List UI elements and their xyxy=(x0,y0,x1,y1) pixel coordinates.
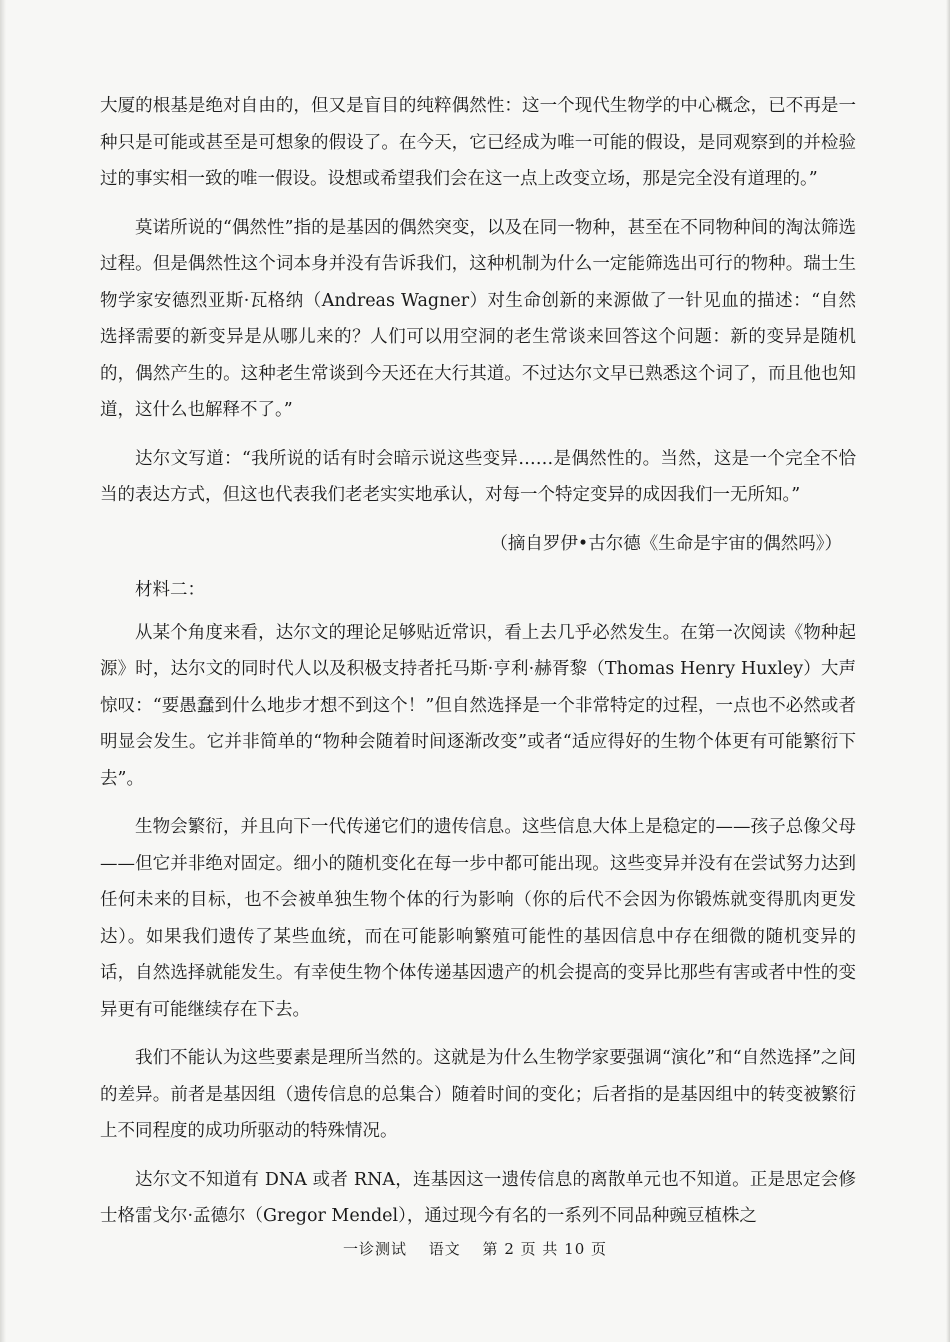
paragraph-5: 生物会繁衍，并且向下一代传递它们的遗传信息。这些信息大体上是稳定的——孩子总像父母——但它并非绝对固定。细小的随机变化在每一步中都可能出现。这些变异并没有在尝试努力达到任何未来的目标，也不会被单独生物个体的行为影响（你的后代不会因为你锻炼就变得肌肉更发达）。如果我们遗传了某些血统，而在可能影响繁殖可能性的基因信息中存在细微的随机变异的话，自然选择就能发生。有幸使生物个体传递基因遗产的机会提高的变异比那些有害或者中性的变异更有可能继续存在下去。 xyxy=(100,817,856,1020)
page-edge-left xyxy=(0,0,6,1342)
paragraph-1: 大厦的根基是绝对自由的，但又是盲目的纯粹偶然性：这一个现代生物学的中心概念，已不再是一种只是可能或甚至是可想象的假设了。在今天，它已经成为唯一可能的假设，是同观察到的并检验过的事实相一致的唯一假设。设想或希望我们会在这一点上改变立场，那是完全没有道理的。” xyxy=(100,96,856,189)
paragraph-6: 我们不能认为这些要素是理所当然的。这就是为什么生物学家要强调“演化”和“自然选择”之间的差异。前者是基因组（遗传信息的总集合）随着时间的变化；后者指的是基因组中的转变被繁衍上不同程度的成功所驱动的特殊情况。 xyxy=(100,1048,856,1141)
document-body xyxy=(100,88,856,1247)
footer-page-number: 第 2 页 共 10 页 xyxy=(482,1240,608,1258)
section-label-material-2: 材料二： xyxy=(135,580,205,600)
paragraph-2: 莫诺所说的“偶然性”指的是基因的偶然突变，以及在同一物种，甚至在不同物种间的淘汰筛选过程。但是偶然性这个词本身并没有告诉我们，这种机制为什么一定能筛选出可行的物种。瑞士生物学家安德烈亚斯·瓦格纳（Andreas Wagner）对生命创新的来源做了一针见血的描述：“自然选择需要的新变异是从哪儿来的？人们可以用空洞的老生常谈来回答这个问题：新的变异是随机的，偶然产生的。这种老生常谈到今天还在大行其道。不过达尔文早已熟悉这个词了，而且他也知道，这什么也解释不了。” xyxy=(100,217,856,420)
footer-exam-name: 一诊测试 xyxy=(342,1240,407,1258)
paragraph-3: 达尔文写道：“我所说的话有时会暗示说这些变异……是偶然性的。当然，这是一个完全不恰当的表达方式，但这也代表我们老老实实地承认，对每一个特定变异的成因我们一无所知。” xyxy=(100,448,856,505)
source-citation: （摘自罗伊•古尔德《生命是宇宙的偶然吗》） xyxy=(490,533,842,554)
paragraph-7: 达尔文不知道有 DNA 或者 RNA，连基因这一遗传信息的离散单元也不知道。正是思定会修士格雷戈尔·孟德尔（Gregor Mendel），通过现今有名的一系列不同品种豌豆植株之 xyxy=(100,1169,856,1226)
page-footer xyxy=(0,1238,950,1259)
footer-subject: 语文 xyxy=(428,1240,461,1258)
paragraph-4: 从某个角度来看，达尔文的理论足够贴近常识，看上去几乎必然发生。在第一次阅读《物种起源》时，达尔文的同时代人以及积极支持者托马斯·亨利·赫胥黎（Thomas Henry Huxley）大声惊叹：“要愚蠢到什么地步才想不到这个！”但自然选择是一个非常特定的过程，一点也不必然或者明显会发生。它并非简单的“物种会随着时间逐渐改变”或者“适应得好的生物个体更有可能繁衍下去”。 xyxy=(100,622,856,789)
page-edge-right xyxy=(946,0,950,1342)
